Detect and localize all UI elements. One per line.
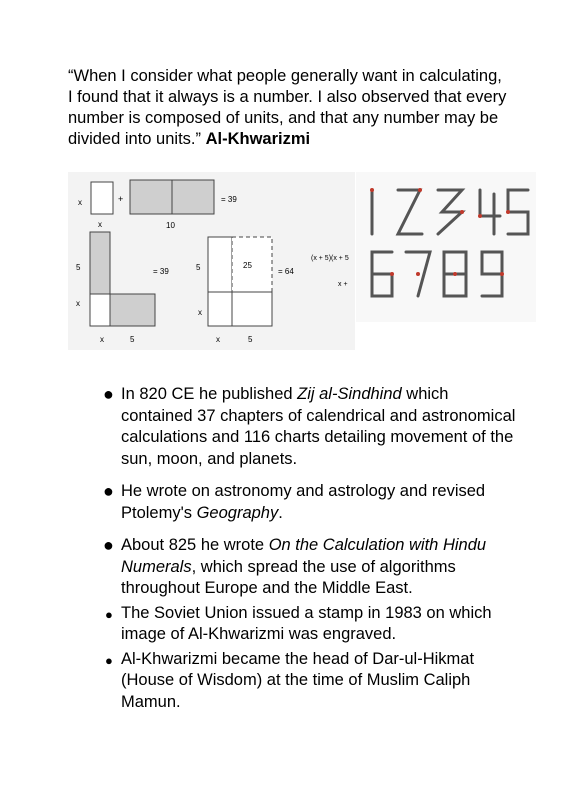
quote-text: “When I consider what people generally want in calculating, I found that it always is a number. I also observed that every number is composed of units, and that any number may be divided into units.” (68, 67, 507, 148)
facts-list (100, 384, 520, 713)
numeral-6-glyph (372, 252, 392, 296)
quote-author: Al-Khwarizmi (205, 130, 311, 148)
label-10: 10 (166, 221, 175, 230)
label-5-left: 5 (76, 263, 81, 272)
rect-5x-vertical (90, 232, 110, 294)
expression-2: x + (338, 281, 348, 288)
numeral-3-glyph (438, 190, 462, 234)
label-x-top: x (78, 198, 82, 207)
numeral-5-glyph (508, 190, 528, 234)
label-5-sq: 5 (196, 263, 201, 272)
label-x-left: x (76, 299, 80, 308)
list-item: ● Al-Khwarizmi became the head of Dar-ul-Hikmat (House of Wisdom) at the time of Muslim Caliph Mamun. (105, 649, 475, 711)
bullet-dot: ● (103, 384, 114, 404)
label-x-sq: x (198, 308, 202, 317)
bullet-dot: ● (105, 606, 113, 622)
bullet-dot: ● (103, 535, 114, 555)
label-x-under: x (98, 220, 102, 229)
list-item: ● The Soviet Union issued a stamp in 1983 on which image of Al-Khwarizmi was engraved. (105, 603, 492, 643)
completing-square-figure (68, 172, 355, 350)
hindu-numerals-figure (356, 172, 536, 322)
square-x (91, 182, 113, 214)
label-x-sq-bottom: x (216, 335, 220, 344)
numeral-4-glyph (480, 190, 500, 216)
completing-square-diagram (68, 172, 355, 350)
numeral-9-glyph (482, 252, 502, 296)
label-25: 25 (243, 261, 252, 270)
label-eq39-bottom: = 39 (153, 267, 169, 276)
label-eq39-top: = 39 (221, 195, 237, 204)
list-item: ● He wrote on astronomy and astrology and revised Ptolemy's Geography. (103, 481, 486, 522)
expression-1: (x + 5)(x + 5 (311, 255, 349, 262)
quote-paragraph (68, 66, 508, 150)
label-5-bottom: 5 (130, 335, 135, 344)
bullet-dot: ● (105, 652, 113, 668)
bullet-dot: ● (103, 481, 114, 501)
plus-sign: + (118, 194, 124, 204)
list-item: ● About 825 he wrote On the Calculation with Hindu Numerals, which spread the use of algorithms throughout Europe and the Middle East. (103, 535, 487, 597)
square-25 (232, 237, 272, 292)
list-item: ● In 820 CE he published Zij al-Sindhind which contained 37 chapters of calendrical and astronomical calculations and 116 charts detailing movement of the sun, moon, and planets. (103, 384, 516, 468)
label-x-bottom: x (100, 335, 104, 344)
angle-numerals-diagram (356, 172, 536, 322)
label-5-sq-bottom: 5 (248, 335, 253, 344)
label-eq64: = 64 (278, 267, 294, 276)
square-x-bottom (90, 294, 110, 326)
rect-5x-horizontal (110, 294, 155, 326)
numeral-2-glyph (398, 190, 422, 234)
